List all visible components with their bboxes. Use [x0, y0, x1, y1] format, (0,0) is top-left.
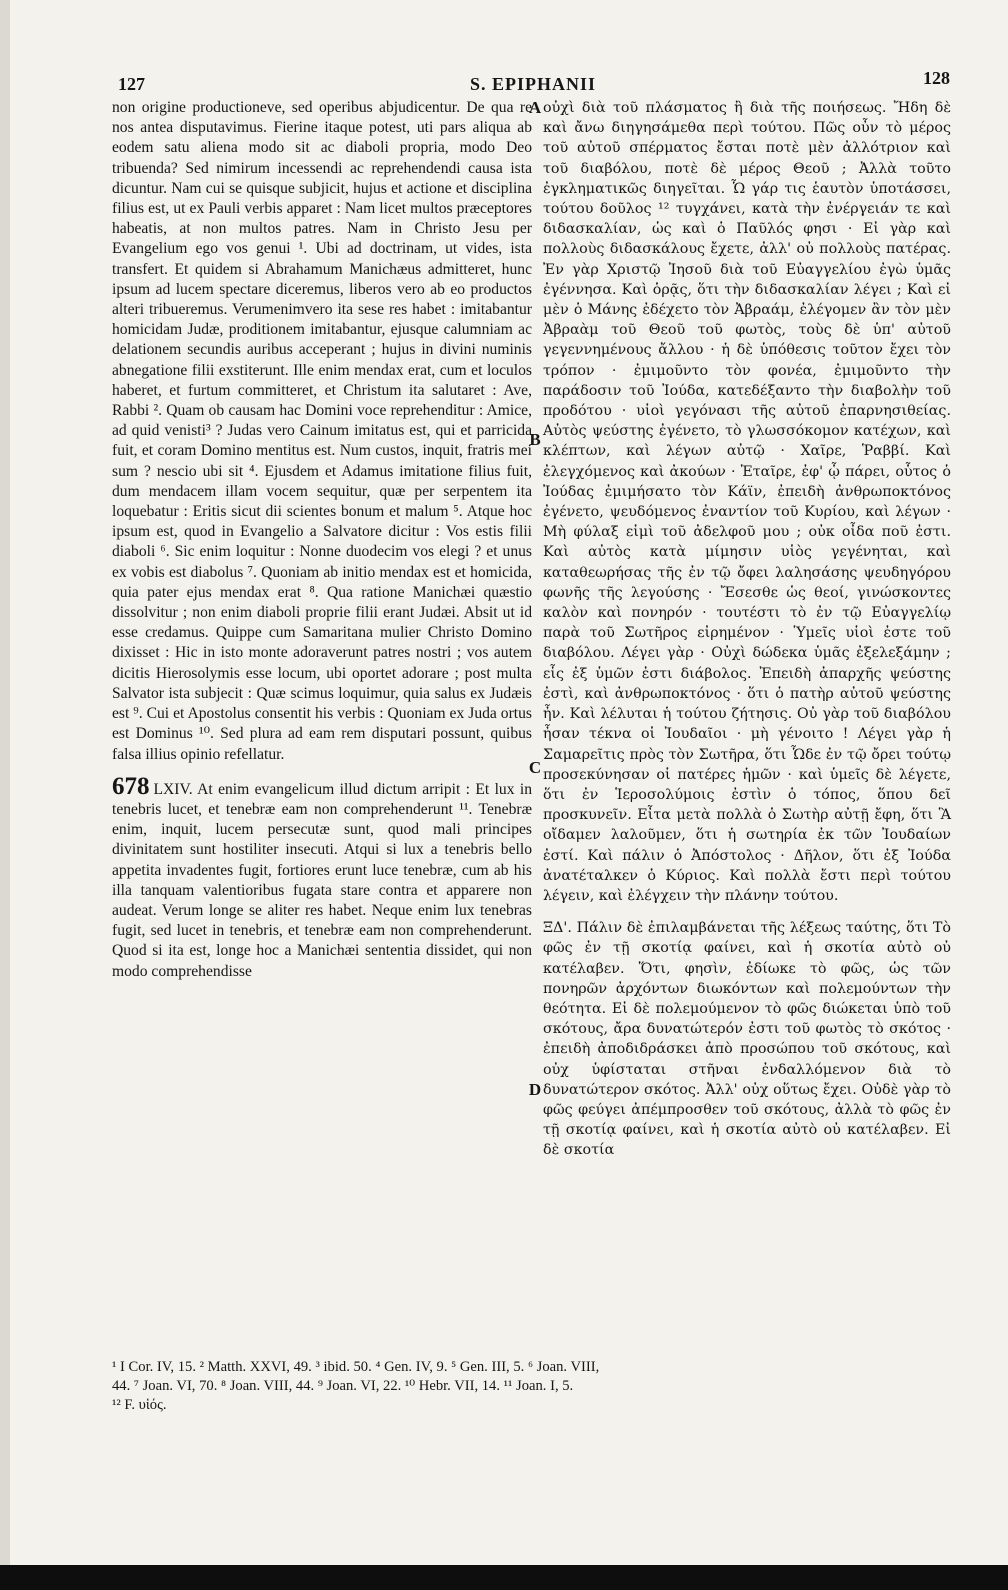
greek-paragraph: ΞΔ'. Πάλιν δὲ ἐπιλαμβάνεται τῆς λέξεως ταύτης, ὅτι Τὸ φῶς ἐν τῇ σκοτίᾳ φαίνει, καὶ ἡ σκοτία αὐτὸ οὐ κατέλαβεν. Ὅτι, φησὶν, ἐδίωκε τὸ φῶς, ὡς τῶν πονηρῶν ἀρχόντων διωκόντων καὶ πολεμούντων τὴν θεότητα. Εἰ δὲ πολεμούμενον τὸ φῶς διώκεται ὑπὸ τοῦ σκότους, ἄρα δυνατώτερόν ἐστι τοῦ φωτὸς τὸ σκότος · ἐπειδὴ ἀποδιδράσκει ἀπὸ προσώπου τοῦ σκότους, καὶ οὐχ ὑφίσταται στῆναι ἐνδαλλόμενον διὰ τὸ δυνατώτερον σκότος. Ἀλλ' οὐχ οὕτως ἔχει. Οὐδὲ γὰρ τὸ φῶς φεύγει ἀπέμπροσθεν τοῦ σκότους, ἀλλὰ τὸ φῶς ἐν τῇ σκοτίᾳ φαίνει, καὶ ἡ σκοτία αὐτὸ οὐ κατέλαβεν. Εἰ δὲ σκοτία: [543, 920, 951, 1159]
running-title: S. EPIPHANII: [469, 74, 597, 94]
running-header: [112, 66, 954, 98]
greek-paragraph: οὐχὶ διὰ τοῦ πλάσματος ἢ διὰ τῆς ποιήσεως. Ἤδη δὲ καὶ ἄνω διηγησάμεθα περὶ τούτου. Πῶς οὖν τὸ μέρος τοῦ αὐτοῦ σπέρματος ἔσται ποτὲ μὲν ἀλλότριον καὶ τοῦ διαβόλου, ποτὲ δὲ μέρος Θεοῦ ; Ἀλλὰ τοῦτο ἐγκληματικῶς διηγεῖται. Ὧ γάρ τις ἑαυτὸν ὑποτάσσει, τούτου δοῦλος ¹² τυγχάνει, κατὰ τὴν ἐνέργειάν τε καὶ διδασκαλίαν, ὡς καὶ ὁ Παῦλός φησι · Εἰ γὰρ καὶ πολλοὺς διδασκάλους ἔχετε, ἀλλ' οὐ πολλοὺς πατέρας. Ἐν γὰρ Χριστῷ Ἰησοῦ διὰ τοῦ Εὐαγγελίου ἐγὼ ὑμᾶς ἐγέννησα. Καὶ ὁρᾷς, ὅτι τὴν διδασκαλίαν λέγει ; Καὶ εἰ μὲν ὁ Μάνης ἐδέχετο τὸν Ἀβραάμ, ἐλέγομεν ἂν τὸν μὲν Ἀβραὰμ τοῦ Θεοῦ τοῦ φωτὸς, τοὺς δὲ ὑπ' αὐτοῦ γεγεννημένους ἄλλου · ἡ δὲ ὑπόθεσις τοῦτον ἔχει τὸν τρόπον · ἐμιμοῦντο τὸν φονέα, ἐμιμοῦντο τὴν παράδοσιν τοῦ Ἰούδα, κατεδέξαντο τὴν διαβολὴν τοῦ προδότου · υἱοὶ γεγόνασι τῆς αὐτοῦ ἐπαρνησιθείας. Αὐτὸς ψεύστης ἐγένετο, τὸ γλωσσόκομον κατέχων, καὶ κλέπτων, καὶ λέγων αὐτῷ · Χαῖρε, Ῥαββί. Καὶ ἐλεγχόμενος καὶ ἀκούων · Ἑταῖρε, ἐφ' ᾧ πάρει, οὗτος ὁ Ἰούδας ἐμιμήσατο τὸν Κάϊν, ἐπειδὴ ἀνθρωποκτόνος ἐγένετο, ψευδόμενος ἐναντίον τοῦ Κυρίου, καὶ λέγων · Μὴ φύλαξ εἰμὶ τοῦ ἀδελφοῦ μου ; οὐκ οἶδα ποῦ ἐστι. Καὶ αὐτὸς κατὰ μίμησιν υἱὸς γεγένηται, καὶ καταθεωρήσας τῆς ἐν τῷ ὄφει λαλησάσης ψευδηγόρου φωνῆς τῆς λεγούσης · Ἔσεσθε ὡς θεοί, γινώσκοντες καλὸν καὶ πονηρόν · τουτέστι τὸ ἐν τῷ Εὐαγγελίῳ παρὰ τοῦ Σωτῆρος εἰρημένον · Ὑμεῖς υἱοὶ ἐστε τοῦ διαβόλου. Λέγει γὰρ · Οὐχὶ δώδεκα ὑμᾶς ἐξελεξάμην ; εἷς ἐξ ὑμῶν ἐστι διάβολος. Ἐπειδὴ ἀπαρχῆς ψεύστης ἐστὶ, καὶ ἀνθρωποκτόνος · ὅτι ὁ πατὴρ αὐτοῦ ψεύστης ἦν. Καὶ λέλυται ἡ τούτου ζήτησις. Οὐ γὰρ τοῦ διαβόλου ἦσαν τέκνα οἱ Ἰουδαῖοι · μὴ γένοιτο ! Λέγει γὰρ ἡ Σαμαρεῖτις πρὸς τὸν Σωτῆρα, ὅτι Ὧδε ἐν τῷ ὄρει τούτῳ προσεκύνησαν οἱ πατέρες ἡμῶν · καὶ ὑμεῖς δὲ λέγετε, ὅτι ἐν Ἱεροσολύμοις ἐστὶν ὁ τόπος, ὅπου δεῖ προσκυνεῖν. Εἶτα μετὰ πολλὰ ὁ Σωτὴρ αὐτῇ ἔφη, ὅτι Ἃ οἴδαμεν λαλοῦμεν, ὅτι ἡ σωτηρία ἐκ τῶν Ἰουδαίων ἐστί. Καὶ πάλιν ὁ Ἀπόστολος · Δῆλον, ὅτι ἐξ Ἰούδα ἀνατέταλκεν ὁ Κύριος. Καὶ πολλὰ ἔστι περὶ τούτου λέγειν, καὶ ἐλέγχειν τὴν πλάνην τούτου.: [543, 100, 951, 904]
greek-column: [543, 98, 951, 1161]
footnote-line: ¹ I Cor. IV, 15. ² Matth. XXVI, 49. ³ ibid. 50. ⁴ Gen. IV, 9. ⁵ Gen. III, 5. ⁶ Joan. VIII,: [112, 1359, 600, 1375]
margin-marker-a: A: [528, 98, 542, 117]
margin-marker-c: C: [528, 758, 542, 777]
footnote-line: ¹² F. υἱός.: [112, 1397, 167, 1413]
footnote-line: 44. ⁷ Joan. VI, 70. ⁸ Joan. VIII, 44. ⁹ Joan. VI, 22. ¹⁰ Hebr. VII, 14. ¹¹ Joan. I, 5.: [112, 1378, 574, 1394]
latin-column: [112, 98, 532, 982]
latin-paragraph: non origine productioneve, sed operibus abjudicentur. De qua re nos antea disputavimus. Fierine itaque potest, uti pars aliqua ab eodem satu aliena modo sit ac diaboli propria, modo Deo tribuenda? Sed nimirum incessendi ac reprehendendi causa ista dicuntur. Nam cui se quisque subjicit, hujus et actione et disciplina filius est, ut ex Pauli verbis apparet : Nam licet multos præceptores habeatis, at non multos patres. Nam in Christo Jesu per Evangelium ego vos genui ¹. Ubi ad doctrinam, ut vides, ista transfert. Et quidem si Abrahamum Manichæus admitteret, hunc ipsum ad lucem spectare diceremus, liberos vero ab eo productos alteri tribueremus. Verumenimvero ita sese res habet : imitabantur homicidam Judæ, proditionem imitabantur, ejusque calumniam ac delationem secundis auribus acceperant ; hujus in divini numinis abnegatione filii exstiterunt. Ille enim mendax erat, cum et loculos haberet, et furtum committeret, et Christum ita salutaret : Ave, Rabbi ². Quam ob causam hac Domini voce reprehenditur : Amice, ad quid venisti³ ? Judas vero Cainum imitatus est, qui et parricida fuit, et coram Domino mentitus est. Num custos, inquit, fratris mei sum ? nescio ubi sit ⁴. Ejusdem et Adamus imitatione filius fuit, dum mendacem illam vocem sequitur, quæ per serpentem ita loquebatur : Eritis sicut dii scientes bonum et malum ⁵. Atque hoc ipsum est, quod in Evangelio a Salvatore dicitur : Vos estis filii diaboli ⁶. Sic enim loquitur : Nonne duodecim vos elegi ? et unus ex vobis est diabolus ⁷. Quoniam ab initio mendax est et homicida, quia pater ejus mendax erat ⁸. Qua ratione Manichæi quæstio dissolvitur ; non enim diaboli proprie filii erant Judæi. Absit ut id esse credamus. Quippe cum Samaritana mulier Christo Domino dixisset : Hic in isto monte adoraverunt patres nostri ; vos autem dicitis Hierosolymis esse locum, ubi oportet adorare ; post multa Salvator ista subjecit : Quæ scimus loquimur, quia salus ex Judæis est ⁹. Cui et Apostolus consentit his verbis : Quoniam ex Juda ortus est Dominus ¹⁰. Sed plura ad eam rem disputari possunt, quibus falsa illius opinio refellatur.: [112, 99, 532, 763]
scan-bottom-border: [0, 1565, 1008, 1590]
latin-paragraph-text: LXIV. At enim evangelicum illud dictum arripit : Et lux in tenebris lucet, et tenebræ eam non comprehenderunt ¹¹. Tenebræ enim, inquit, lucem persecutæ sunt, quod mali principes divinitatem sunt hostiliter insecuti. Atqui si lux a tenebris bello appetita invadentes fugit, fortiores erunt luce tenebræ, cum ab his illa tanquam valentioribus fugata stare contra et apparere non audeat. Verum longe se aliter res habet. Neque enim lux tenebras fugit, sed lucet in tenebris, et tenebræ eam non comprehenderunt. Quod si ita est, longe hoc a Manichæi sententia dissidet, qui non modo comprehendisse: [112, 780, 532, 980]
section-number: 678: [112, 772, 150, 800]
scan-edge: [0, 0, 10, 1590]
margin-marker-b: B: [529, 430, 541, 449]
page-number-left: 127: [118, 74, 145, 94]
latin-paragraph: [112, 772, 532, 982]
margin-marker-d: D: [528, 1080, 542, 1099]
footnotes: [112, 1358, 954, 1415]
page-number-right: 128: [923, 68, 950, 88]
